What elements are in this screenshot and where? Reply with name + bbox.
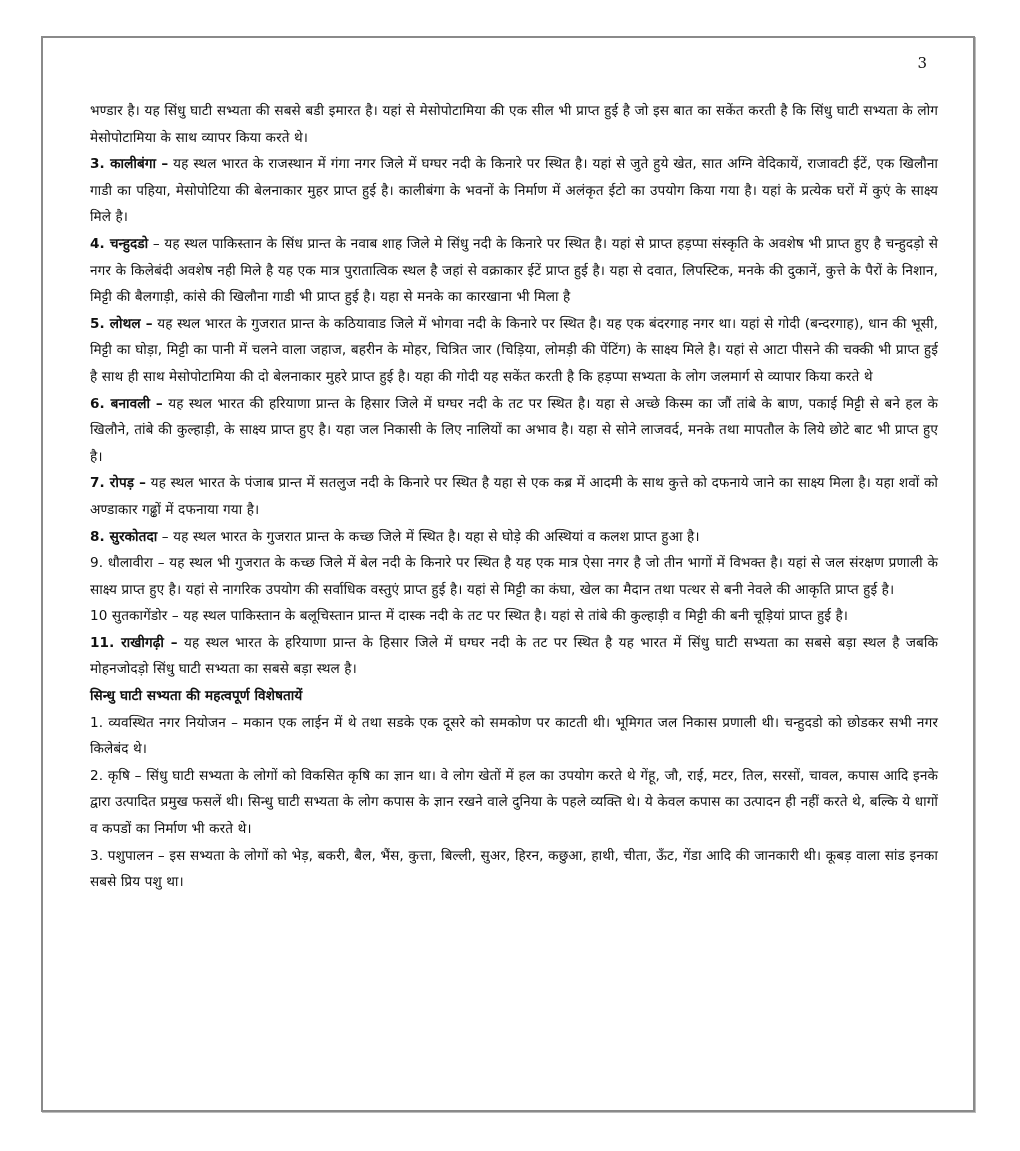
document-body xyxy=(90,98,938,896)
paragraph-lothal: 5. लोथल – यह स्थल भारत के गुजरात प्रान्त के कठियावाड जिले में भोगवा नदी के किनारे पर स्थित है। यह एक बंदरगाह नगर था। यहां से गोदी (बन्दरगाह), धान की भूसी, मिट्टी का घोड़ा, मिट्टी का पानी में चलने वाला जहाज, बहरीन के मोहर, चित्रित जार (चिड़िया, लोमड़ी की पेंटिंग) के साक्ष्य मिले है। यहां से आटा पीसने की चक्की भी प्राप्त हुई है साथ ही साथ मेसोपोटामिया की दो बेलनाकार मुहरे प्राप्त हुई है। यहा की गोदी यह सकेंत करती है कि हड़प्पा सभ्यता के लोग जलमार्ग से व्यापार किया करते थे xyxy=(90,315,938,385)
paragraph-intro-continuation: भण्डार है। यह सिंधु घाटी सभ्यता की सबसे बडी इमारत है। यहां से मेसोपोटामिया की एक सील भी प्राप्त हुई है जो इस बात का सकेंत करती है कि सिंधु घाटी सभ्यता के लोग मेसोपोटामिया के साथ व्यापर किया करते थे। xyxy=(90,103,938,146)
paragraph-rakhigarhi: 11. राखीगढ़ी – यह स्थल भारत के हरियाणा प्रान्त के हिसार जिले में घग्घर नदी के तट पर स्थित है यह भारत में सिंधु घाटी सभ्यता का सबसे बड़ा स्थल है जबकि मोहनजोदड़ो सिंधु घाटी सभ्यता का सबसे बड़ा स्थल है। xyxy=(90,634,938,678)
paragraph-chanhudaro: 4. चन्हुदडो – यह स्थल पाकिस्तान के सिंध प्रान्त के नवाब शाह जिले मे सिंधु नदी के किनारे पर स्थित है। यहां से प्राप्त हड़प्पा संस्कृति के अवशेष भी प्राप्त हुए है चन्हुदड़ो से नगर के किलेबंदी अवशेष नही मिले है यह एक मात्र पुरातात्विक स्थल है जहां से वक्राकार ईटें प्राप्त हुई है। यहा से दवात, लिपस्टिक, मनके की दुकानें, कुत्ते के पैरों के निशान, मिट्टी की बैलगाड़ी, कांसे की खिलौना गाडी भी प्राप्त हुई है। यहा से मनके का कारखाना भी मिला है xyxy=(90,235,938,306)
paragraph-animal-husbandry: 3. पशुपालन – इस सभ्यता के लोगों को भेड़, बकरी, बैल, भैंस, कुत्ता, बिल्ली, सुअर, हिरन, कछुआ, हाथी, चीता, ऊँट, गेंडा आदि की जानकारी थी। कूबड़ वाला सांड इनका सबसे प्रिय पशु था। xyxy=(90,847,938,891)
paragraph-surkotada: 8. सुरकोतदा – यह स्थल भारत के गुजरात प्रान्त के कच्छ जिले में स्थित है। यहा से घोड़े की अस्थियां व कलश प्राप्त हुआ है। xyxy=(90,528,700,545)
paragraph-sutkagendor: 10 सुतकागेंडोर – यह स्थल पाकिस्तान के बलूचिस्तान प्रान्त में दास्क नदी के तट पर स्थित है। यहां से तांबे की कुल्हाड़ी व मिट्टी की बनी चूड़ियां प्राप्त हुई है। xyxy=(90,608,849,625)
paragraph-banawali: 6. बनावली – यह स्थल भारत की हरियाणा प्रान्त के हिसार जिले में घग्घर नदी के तट पर स्थित है। यहा से अच्छे किस्म का जौं तांबे के बाण, पकाई मिट्टी से बने हल के खिलौने, तांबे की कुल्हाड़ी, के साक्ष्य प्राप्त हुए है। यहा जल निकासी के लिए नालियों का अभाव है। यहा से सोने लाजवर्द, मनके तथा मापतौल के लिये छोटे बाट भी प्राप्त हुए है। xyxy=(90,395,938,465)
page-frame xyxy=(41,36,975,1112)
paragraph-ropar: 7. रोपड़ – यह स्थल भारत के पंजाब प्रान्त में सतलुज नदी के किनारे पर स्थित है यहा से एक कब्र में आदमी के साथ कुत्ते को दफनाये जाने का साक्ष्य मिला है। यहा शवों को अण्डाकार गढ्ढों में दफनाया गया है। xyxy=(90,475,939,518)
paragraph-dholavira: 9. धौलावीरा – यह स्थल भी गुजरात के कच्छ जिले में बेल नदी के किनारे पर स्थित है यह एक मात्र ऐसा नगर है जो तीन भागों में विभक्त है। यहां से जल संरक्षण प्रणाली के साक्ष्य प्राप्त हुए है। यहां से नागरिक उपयोग की सर्वाधिक वस्तुएं प्राप्त हुई है। यहां से मिट्टी का कंघा, खेल का मैदान तथा पत्थर से बनी नेवले की आकृति प्राप्त हुई है। xyxy=(90,555,939,598)
page-number: 3 xyxy=(917,54,927,72)
paragraph-agriculture: 2. कृषि – सिंधु घाटी सभ्यता के लोगों को विकसित कृषि का ज्ञान था। वे लोग खेतों में हल का उपयोग करते थे गेंहू, जौ, राई, मटर, तिल, सरसों, चावल, कपास आदि इनके द्वारा उत्पादित प्रमुख फसलें थी। सिन्धु घाटी सभ्यता के लोग कपास के ज्ञान रखने वाले दुनिया के पहले व्यक्ति थे। ये केवल कपास का उत्पादन ही नहीं करते थे, बल्कि ये धागों व कपडों का निर्माण भी करते थे। xyxy=(90,767,939,838)
paragraph-kalibanga: 3. कालीबंगा – यह स्थल भारत के राजस्थान में गंगा नगर जिले में घग्घर नदी के किनारे पर स्थित है। यहां से जुते हुये खेत, सात अग्नि वेदिकायें, राजावटी ईटें, एक खिलौना गाडी का पहिया, मेसोपोटिया की बेलनाकार मुहर प्राप्त हुई है। कालीबंगा के भवनों के निर्माण में अलंकृत ईटो का उपयोग किया गया है। यहां के प्रत्येक घरों में कुएं के साक्ष्य मिले है। xyxy=(90,156,938,226)
section-heading-features: सिन्धु घाटी सभ्यता की महत्वपूर्ण विशेषतायें xyxy=(90,688,303,705)
paragraph-town-planning: 1. व्यवस्थित नगर नियोजन – मकान एक लाईन में थे तथा सडके एक दूसरे को समकोण पर काटती थी। भूमिगत जल निकास प्रणाली थी। चन्हुदडो को छोडकर सभी नगर किलेबंद थे। xyxy=(90,714,938,758)
